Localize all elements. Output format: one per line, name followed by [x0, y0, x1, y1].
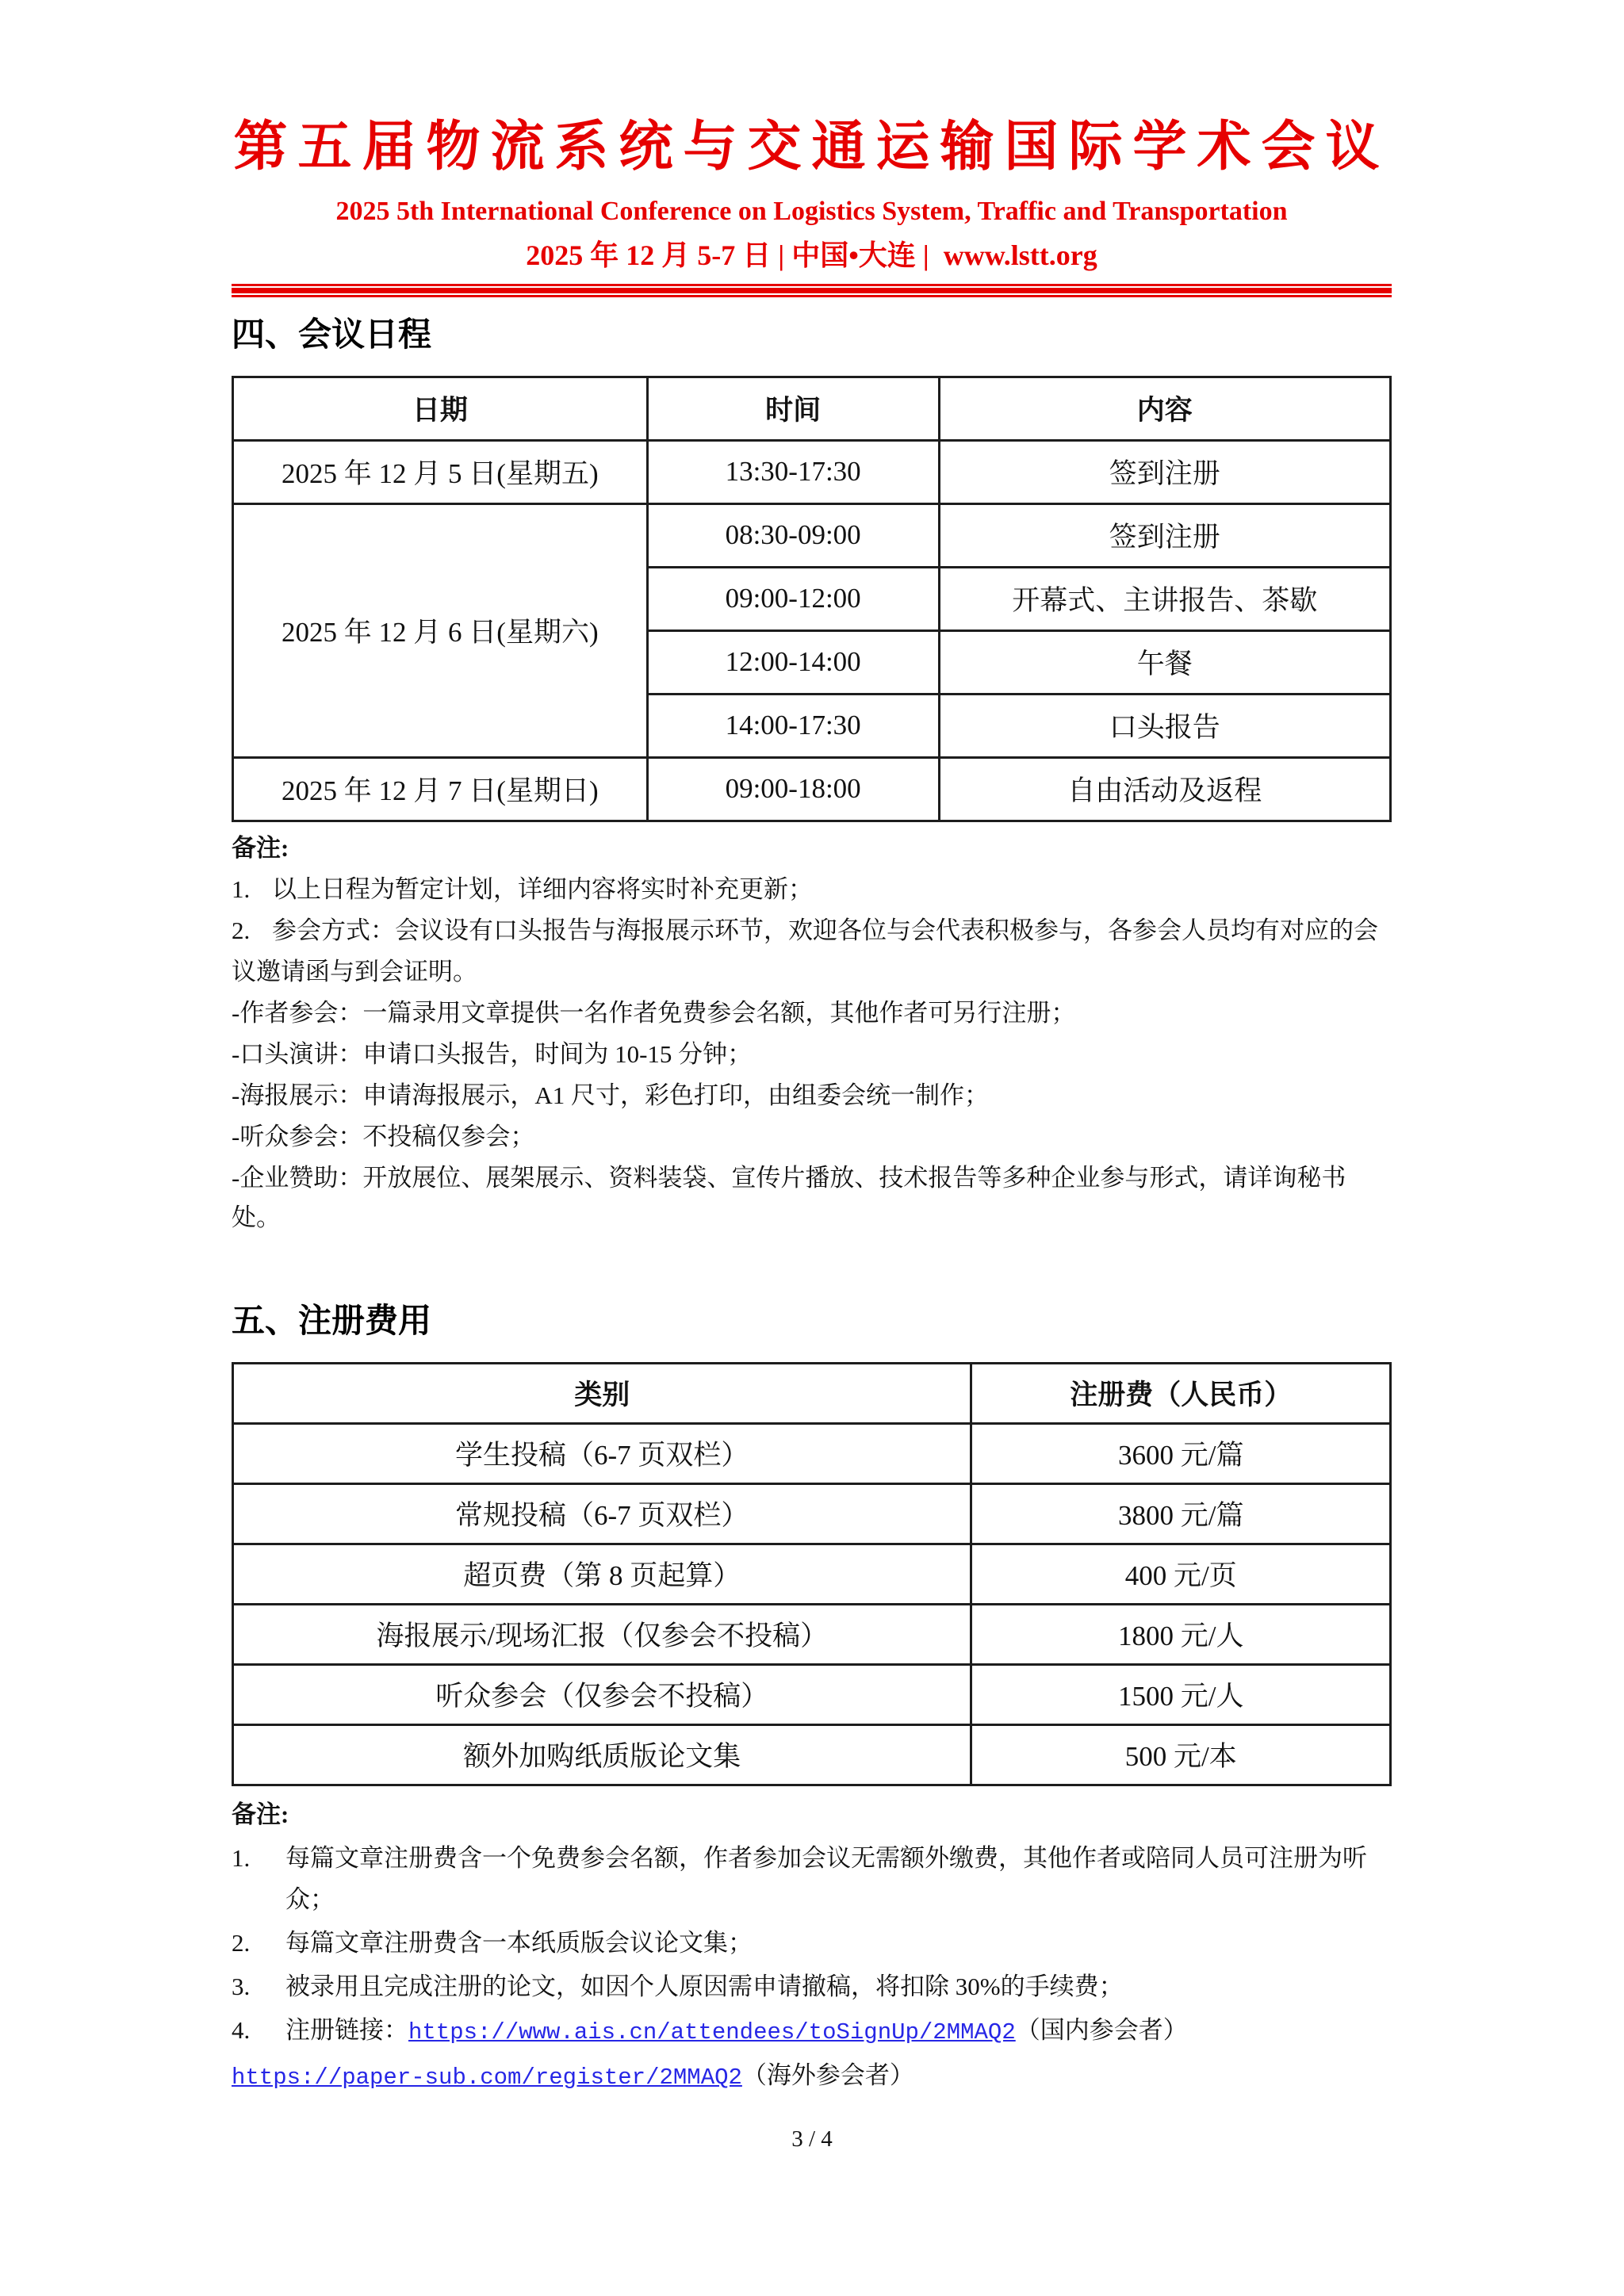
note-text: 每篇文章注册费含一本纸质版会议论文集； — [285, 1928, 753, 1957]
category-cell: 听众参会（仅参会不投稿） — [233, 1664, 971, 1724]
note-dash-item: -企业赞助：开放展位、展架展示、资料装袋、宣传片播放、技术报告等多种企业参与形式，请详询秘书处。 — [232, 1163, 1346, 1231]
note-text-suffix: （国内参会者） — [1015, 2015, 1188, 2044]
time-cell: 12:00-14:00 — [647, 630, 939, 694]
note-text: 参会方式：会议设有口头报告与海报展示环节，欢迎各位与会代表积极参与，各参会人员均有对应的会 — [272, 916, 1378, 944]
note-item — [232, 870, 1392, 909]
time-cell: 13:30-17:30 — [647, 440, 939, 503]
divider-thin-line — [232, 295, 1392, 297]
note-dash-item: -海报展示：申请海报展示，A1 尺寸，彩色打印，由组委会统一制作； — [232, 1081, 989, 1109]
note-dash-item: -听众参会：不投稿仅参会； — [232, 1122, 535, 1150]
table-row — [233, 1724, 1391, 1785]
date-cell: 2025 年 12 月 5 日(星期五) — [233, 440, 648, 503]
category-cell: 常规投稿（6-7 页双栏） — [233, 1483, 971, 1544]
fees-table — [232, 1362, 1392, 1786]
fee-cell: 3800 元/篇 — [971, 1483, 1391, 1544]
page-number: 3 / 4 — [791, 2126, 833, 2152]
content-cell: 自由活动及返程 — [939, 757, 1390, 821]
column-header-time: 时间 — [647, 377, 939, 440]
notes-label: 备注: — [232, 1800, 289, 1828]
note-number: 4. — [232, 2015, 251, 2044]
note-text: 以上日程为暂定计划，详细内容将实时补充更新； — [272, 874, 813, 903]
note-item — [232, 1966, 1392, 2007]
table-header-row — [233, 377, 1391, 440]
column-header-date: 日期 — [233, 377, 648, 440]
note-number: 1. — [232, 1843, 251, 1872]
schedule-table — [232, 376, 1392, 822]
content-cell: 口头报告 — [939, 694, 1390, 757]
category-cell: 学生投稿（6-7 页双栏） — [233, 1423, 971, 1483]
fee-cell: 1800 元/人 — [971, 1604, 1391, 1664]
note-text-line: 每篇文章注册费含一个免费参会名额，作者参加会议无需额外缴费，其他作者或陪同人员可注册为听 — [285, 1843, 1367, 1872]
time-cell: 14:00-17:30 — [647, 694, 939, 757]
table-header-row — [233, 1363, 1391, 1423]
content-cell: 签到注册 — [939, 440, 1390, 503]
table-row — [233, 1604, 1391, 1664]
table-row — [233, 1544, 1391, 1604]
note-text — [285, 2010, 1392, 2053]
note-number: 3. — [232, 1972, 251, 2000]
note-number: 2. — [232, 916, 251, 944]
notes-label: 备注: — [232, 833, 289, 862]
schedule-section — [232, 316, 1392, 1238]
note-text: 被录用且完成注册的论文，如因个人原因需申请撤稿，将扣除 30%的手续费； — [285, 1972, 1124, 2000]
note-item — [232, 1923, 1392, 1964]
table-row — [233, 1423, 1391, 1483]
column-header-content: 内容 — [939, 377, 1390, 440]
fee-notes — [232, 1794, 1392, 2099]
note-text-prefix: 注册链接： — [285, 2015, 408, 2044]
date-cell: 2025 年 12 月 6 日(星期六) — [233, 503, 648, 757]
content-cell: 午餐 — [939, 630, 1390, 694]
note-text-suffix: （海外参会者） — [741, 2061, 914, 2089]
table-row — [233, 503, 1391, 567]
note-dash-item: -口头演讲：申请口头报告，时间为 10-15 分钟； — [232, 1039, 753, 1068]
fees-heading: 五、注册费用 — [232, 1303, 432, 1340]
note-continuation — [232, 2055, 1392, 2099]
category-cell: 海报展示/现场汇报（仅参会不投稿） — [233, 1604, 971, 1664]
time-cell: 09:00-18:00 — [647, 757, 939, 821]
column-header-category: 类别 — [233, 1363, 971, 1423]
note-dash-item: -作者参会：一篇录用文章提供一名作者免费参会名额，其他作者可另行注册； — [232, 998, 1076, 1027]
schedule-notes — [232, 828, 1392, 1238]
overseas-registration-link[interactable]: https://paper-sub.com/register/2MMAQ2 — [232, 2064, 742, 2091]
table-row — [233, 440, 1391, 503]
content-cell: 开幕式、主讲报告、茶歇 — [939, 567, 1390, 630]
note-number: 2. — [232, 1928, 251, 1957]
fee-cell: 3600 元/篇 — [971, 1423, 1391, 1483]
header-divider-rule — [232, 284, 1392, 297]
note-item — [232, 911, 1392, 951]
table-row — [233, 1483, 1391, 1544]
conference-title-zh: 第五届物流系统与交通运输国际学术会议 — [233, 117, 1390, 177]
domestic-registration-link[interactable]: https://www.ais.cn/attendees/toSignUp/2MMAQ2 — [408, 2019, 1016, 2045]
time-cell: 08:30-09:00 — [647, 503, 939, 567]
table-row — [233, 1664, 1391, 1724]
note-item — [232, 2010, 1392, 2053]
category-cell: 额外加购纸质版论文集 — [233, 1724, 971, 1785]
note-number: 1. — [232, 874, 251, 903]
content-cell: 签到注册 — [939, 503, 1390, 567]
note-text-line: 众； — [285, 1885, 335, 1913]
fee-cell: 1500 元/人 — [971, 1664, 1391, 1724]
column-header-fee: 注册费（人民币） — [971, 1363, 1391, 1423]
conference-date-location: 2025 年 12 月 5-7 日 | 中国•大连 | www.lstt.org — [526, 239, 1097, 272]
note-continuation: 议邀请函与到会证明。 — [232, 957, 477, 985]
schedule-heading: 四、会议日程 — [232, 316, 432, 354]
time-cell: 09:00-12:00 — [647, 567, 939, 630]
category-cell: 超页费（第 8 页起算） — [233, 1544, 971, 1604]
note-item — [232, 1838, 1392, 1920]
conference-title-en: 2025 5th International Conference on Logistics System, Traffic and Transportation — [335, 197, 1288, 227]
table-row — [233, 757, 1391, 821]
divider-thick-line — [232, 288, 1392, 293]
document-header — [232, 119, 1392, 297]
fee-cell: 400 元/页 — [971, 1544, 1391, 1604]
divider-thin-line — [232, 284, 1392, 286]
note-text — [285, 1838, 1392, 1920]
fees-section — [232, 1305, 1392, 2099]
fee-cell: 500 元/本 — [971, 1724, 1391, 1785]
date-cell: 2025 年 12 月 7 日(星期日) — [233, 757, 648, 821]
